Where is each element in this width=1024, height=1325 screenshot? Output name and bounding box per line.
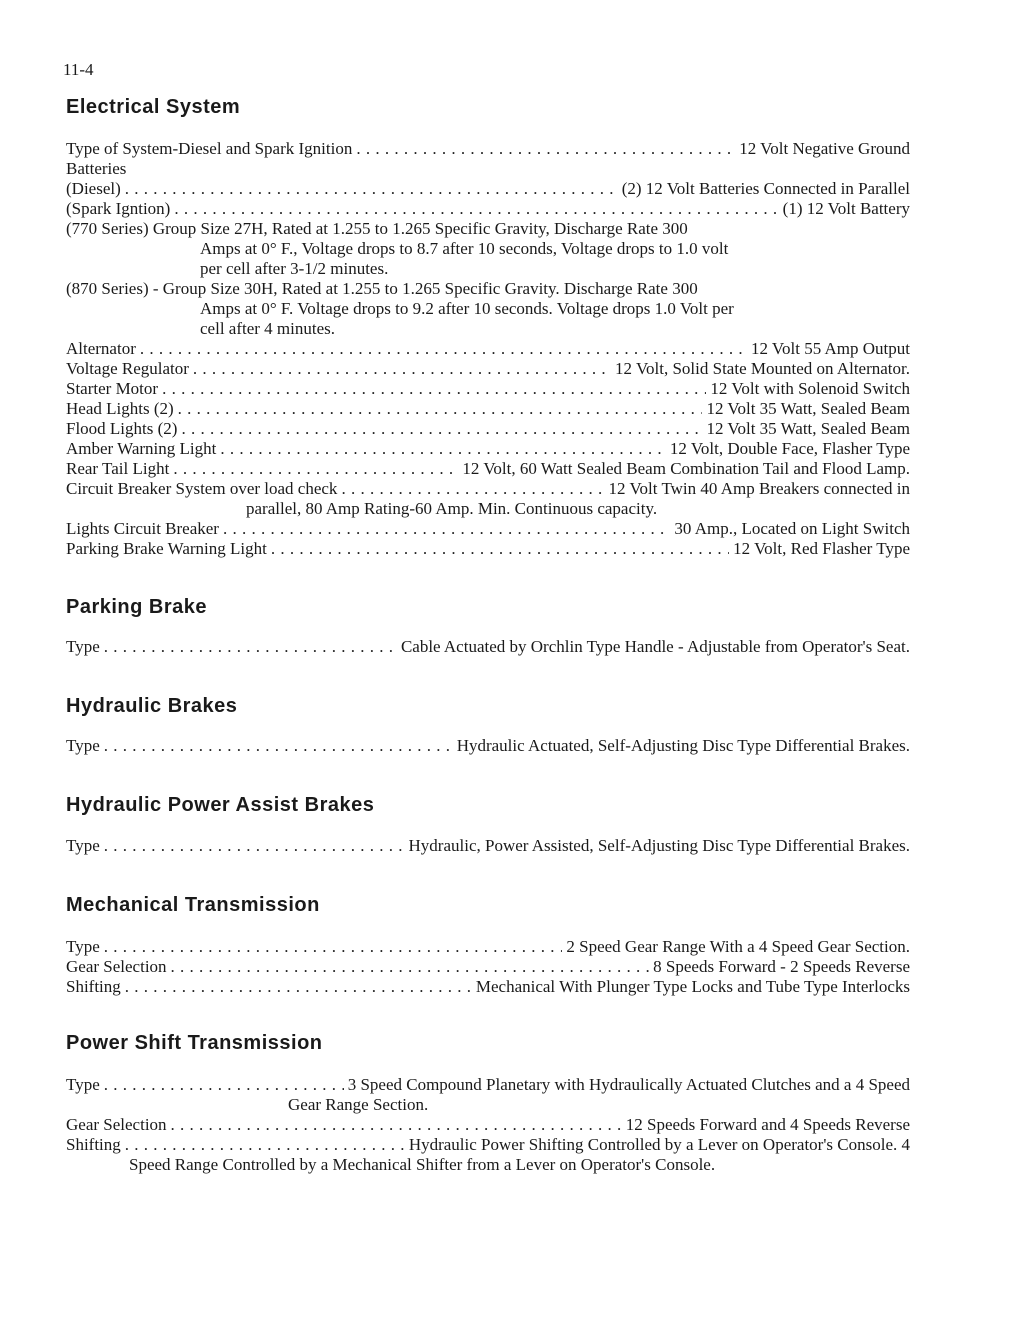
spec-value: Hydraulic Power Shifting Controlled by a Lever on Operator's Console. 4: [408, 1135, 910, 1154]
spec-value: 12 Volt 55 Amp Output: [750, 339, 910, 358]
spec-value: 8 Speeds Forward - 2 Speeds Reverse: [653, 957, 910, 976]
spec-label: Voltage Regulator: [66, 359, 189, 378]
spec-value: 12 Volt, Red Flasher Type: [733, 539, 910, 558]
spec-label: Type: [66, 1075, 100, 1094]
spec-row-head-lights: [66, 399, 910, 419]
spec-row-mechanical-shifting: [66, 977, 910, 997]
dot-leader: [173, 459, 458, 479]
dot-leader: [125, 977, 472, 997]
dot-leader: [223, 519, 670, 539]
hydraulic-brakes-heading: Hydraulic Brakes: [66, 695, 238, 717]
dot-leader: [104, 736, 453, 756]
powershift-type-continuation: Gear Range Section.: [288, 1095, 429, 1114]
spec-label: Shifting: [66, 1135, 121, 1154]
spec-label: Type: [66, 637, 100, 656]
spec-value: 12 Volt Negative Ground: [739, 139, 910, 158]
dot-leader: [220, 439, 666, 459]
spec-value: (2) 12 Volt Batteries Connected in Parallel: [621, 179, 910, 198]
dot-leader: [125, 1135, 405, 1155]
dot-leader: [140, 339, 747, 359]
spec-value: 12 Volt, 60 Watt Sealed Beam Combination Tail and Flood Lamp.: [462, 459, 910, 478]
spec-row-powershift-gear-selection: [66, 1115, 910, 1135]
spec-label: Head Lights (2): [66, 399, 174, 418]
spec-value: (1) 12 Volt Battery: [782, 199, 910, 218]
spec-value: 12 Volt 35 Watt, Sealed Beam: [706, 419, 910, 438]
dot-leader: [171, 957, 650, 977]
spec-value: 12 Volt Twin 40 Amp Breakers connected in: [608, 479, 910, 498]
dot-leader: [104, 1075, 344, 1095]
dot-leader: [104, 637, 397, 657]
spec-value: 12 Volt with Solenoid Switch: [710, 379, 910, 398]
power-assist-brakes-heading: Hydraulic Power Assist Brakes: [66, 794, 375, 816]
battery-870-line-3: cell after 4 minutes.: [200, 319, 336, 338]
mechanical-transmission-heading: Mechanical Transmission: [66, 894, 320, 916]
spec-label: (Spark Igntion): [66, 199, 171, 218]
spec-row-type-of-system: [66, 139, 910, 159]
battery-770-line-2: Amps at 0° F., Voltage drops to 8.7 after 10 seconds, Voltage drops to 1.0 volt: [200, 239, 729, 258]
spec-value: 12 Volt, Solid State Mounted on Alternator.: [615, 359, 910, 378]
spec-row-amber-warning-light: [66, 439, 910, 459]
spec-label: (Diesel): [66, 179, 121, 198]
spec-value: 3 Speed Compound Planetary with Hydraulically Actuated Clutches and a 4 Speed: [347, 1075, 910, 1094]
spec-label: Alternator: [66, 339, 136, 358]
dot-leader: [181, 419, 702, 439]
spec-label: Starter Motor: [66, 379, 159, 398]
spec-row-powershift-shifting: [66, 1135, 910, 1155]
spec-row-mechanical-gear-selection: [66, 957, 910, 977]
spec-row-alternator: [66, 339, 910, 359]
battery-770-line-1: (770 Series) Group Size 27H, Rated at 1.255 to 1.265 Specific Gravity, Discharge Rate 300: [66, 219, 688, 238]
power-shift-transmission-heading: Power Shift Transmission: [66, 1032, 323, 1054]
spec-value: Hydraulic, Power Assisted, Self-Adjusting Disc Type Differential Brakes.: [408, 836, 910, 855]
spec-row-hydraulic-type: [66, 736, 910, 756]
spec-row-circuit-breaker-system: [66, 479, 910, 499]
spec-value: Hydraulic Actuated, Self-Adjusting Disc Type Differential Brakes.: [456, 736, 910, 755]
spec-label: Flood Lights (2): [66, 419, 178, 438]
spec-row-rear-tail-light: [66, 459, 910, 479]
electrical-system-heading: Electrical System: [66, 96, 241, 118]
parking-brake-heading: Parking Brake: [66, 596, 208, 618]
spec-row-parking-type: [66, 637, 910, 657]
powershift-shifting-continuation: Speed Range Controlled by a Mechanical Shifter from a Lever on Operator's Console.: [129, 1155, 716, 1174]
spec-row-lights-circuit-breaker: [66, 519, 910, 539]
dot-leader: [178, 399, 703, 419]
circuit-breaker-continuation: parallel, 80 Amp Rating-60 Amp. Min. Continuous capacity.: [246, 499, 658, 518]
spec-value: 12 Volt 35 Watt, Sealed Beam: [706, 399, 910, 418]
dot-leader: [125, 179, 618, 199]
battery-870-line-2: Amps at 0° F. Voltage drops to 9.2 after 10 seconds. Voltage drops 1.0 Volt per: [200, 299, 734, 318]
dot-leader: [341, 479, 604, 499]
spec-row-power-assist-type: [66, 836, 910, 856]
spec-row-mechanical-type: [66, 937, 910, 957]
spec-label: Parking Brake Warning Light: [66, 539, 267, 558]
spec-label: Lights Circuit Breaker: [66, 519, 219, 538]
dot-leader: [174, 199, 778, 219]
spec-value: Mechanical With Plunger Type Locks and Tube Type Interlocks: [475, 977, 910, 996]
spec-label: Type of System-Diesel and Spark Ignition: [66, 139, 353, 158]
dot-leader: [104, 937, 563, 957]
spec-row-parking-brake-warning-light: [66, 539, 910, 559]
spec-row-starter-motor: [66, 379, 910, 399]
spec-label: Amber Warning Light: [66, 439, 217, 458]
spec-label: Gear Selection: [66, 957, 167, 976]
battery-770-line-3: per cell after 3-1/2 minutes.: [200, 259, 389, 278]
spec-row-spark: [66, 199, 910, 219]
battery-870-line-1: (870 Series) - Group Size 30H, Rated at 1.255 to 1.265 Specific Gravity. Discharge Rate 300: [66, 279, 698, 298]
page-number: 11-4: [63, 60, 94, 79]
spec-value: Cable Actuated by Orchlin Type Handle - Adjustable from Operator's Seat.: [400, 637, 910, 656]
spec-row-voltage-regulator: [66, 359, 910, 379]
dot-leader: [162, 379, 706, 399]
spec-label: Circuit Breaker System over load check: [66, 479, 338, 498]
spec-value: 2 Speed Gear Range With a 4 Speed Gear Section.: [566, 937, 910, 956]
spec-row-diesel: [66, 179, 910, 199]
spec-value: 12 Speeds Forward and 4 Speeds Reverse: [625, 1115, 910, 1134]
spec-label: Shifting: [66, 977, 121, 996]
spec-row-powershift-type: [66, 1075, 910, 1095]
spec-row-flood-lights: [66, 419, 910, 439]
spec-label: Type: [66, 937, 100, 956]
batteries-label: Batteries: [66, 159, 127, 178]
spec-label: Type: [66, 836, 100, 855]
dot-leader: [356, 139, 735, 159]
spec-value: 30 Amp., Located on Light Switch: [674, 519, 910, 538]
spec-label: Rear Tail Light: [66, 459, 170, 478]
spec-label: Gear Selection: [66, 1115, 167, 1134]
dot-leader: [193, 359, 611, 379]
dot-leader: [171, 1115, 622, 1135]
spec-label: Type: [66, 736, 100, 755]
dot-leader: [104, 836, 405, 856]
dot-leader: [271, 539, 729, 559]
spec-value: 12 Volt, Double Face, Flasher Type: [669, 439, 910, 458]
